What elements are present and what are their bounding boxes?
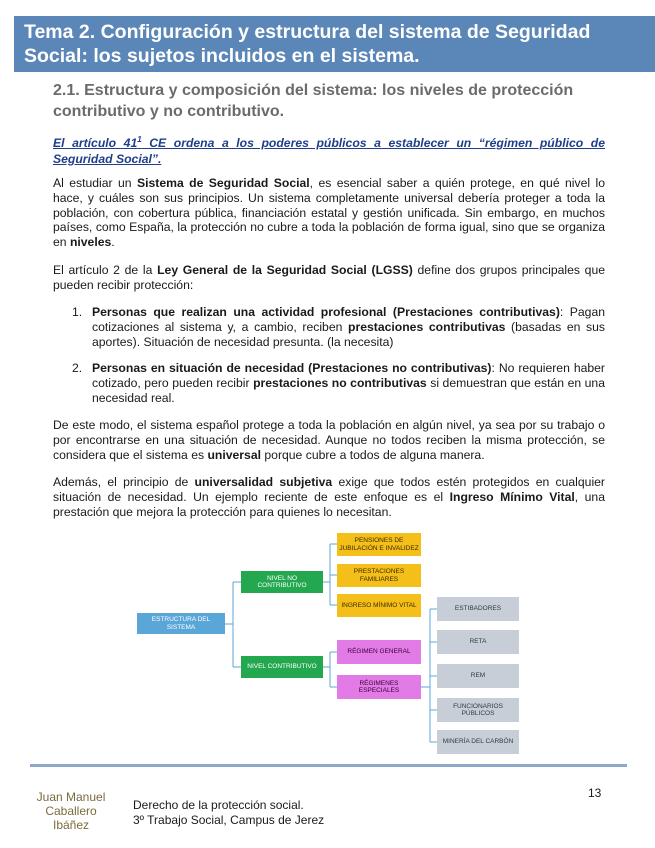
- family-benefits-node: PRESTACIONES FAMILIARES: [337, 564, 421, 587]
- p4-text: Además, el principio de: [53, 475, 195, 489]
- general-regime-node: RÉGIMEN GENERAL: [337, 640, 421, 664]
- p3-bold: universal: [207, 447, 261, 462]
- list-item-text: : Pagan cotizaciones al sistema y, a cambio, reciben: [92, 305, 605, 334]
- list-item-text: (basadas en sus aportes). Situación de necesidad presunta. (la necesita): [92, 319, 605, 349]
- list-item-heading: Personas en situación de necesidad (Prestaciones no contributivas): [92, 361, 492, 375]
- section-title: 2.1. Estructura y composición del sistema: los niveles de protección contributivo y no contributivo.: [53, 82, 574, 120]
- list-number: 1.: [72, 305, 83, 319]
- footer-course-line: Derecho de la protección social.: [133, 798, 304, 812]
- special-regime-item: MINERÍA DEL CARBÓN: [437, 730, 519, 754]
- p3-text: De este modo, el sistema español protege a toda la población en algún nivel, ya sea por su trabajo o por encontrarse en una situación de necesidad. Aunque no todos reciben la misma protección, se considera que el sistema es: [53, 418, 605, 462]
- paragraph-1: [53, 176, 605, 250]
- list-item-bold: prestaciones no contributivas: [253, 375, 427, 390]
- special-regime-item: RETA: [437, 630, 519, 654]
- intro-quote: [53, 132, 605, 167]
- special-regime-item: FUNCIONARIOS PÚBLICOS: [437, 698, 519, 722]
- list-item-heading: Personas que realizan una actividad profesional (Prestaciones contributivas): [92, 305, 560, 319]
- footnote-ref[interactable]: 1: [137, 135, 142, 144]
- list-number: 2.: [72, 361, 83, 375]
- intro-text-a: El artículo 41: [53, 136, 138, 151]
- paragraph-4: [53, 475, 605, 519]
- p2-text: define dos grupos principales que pueden recibir protección:: [53, 263, 606, 292]
- special-regimes-node: RÉGIMENES ESPECIALES: [337, 675, 421, 699]
- footer-course: [133, 798, 433, 828]
- p4-text: , una prestación que mejora la protección para quienes lo necesitan.: [53, 489, 605, 519]
- p4-text: exige que todos estén protegidos en cualquier situación de necesidad. Un ejemplo reciente de este enfoque es el: [53, 475, 605, 504]
- minimum-income-node: INGRESO MÍNIMO VITAL: [337, 594, 421, 617]
- header-title: Tema 2. Configuración y estructura del sistema de Seguridad Social: los sujetos incluidos en el sistema.: [24, 21, 591, 67]
- paragraph-3: [53, 418, 605, 462]
- p2-bold: Ley General de la Seguridad Social (LGSS): [157, 263, 413, 277]
- paragraph-2: [53, 263, 605, 293]
- p1-text: , es esencial saber a quién protege, en qué nivel lo hace, y cuáles son sus principios. Un sistema completamente universal debería proteger a toda la población, con cobertura pública, financiación estatal y gestión unificada. Sin embargo, en muchos países, como España, la protección no cubre a toda la población de forma igual, sino que se organiza en: [53, 176, 605, 250]
- list-item-text: : No requieren haber cotizado, pero pueden recibir: [92, 361, 605, 390]
- special-regime-item: ESTIBADORES: [437, 597, 519, 621]
- footer-divider: [30, 764, 627, 767]
- contributive-level-node: NIVEL CONTRIBUTIVO: [241, 656, 323, 678]
- list-item: [72, 305, 605, 349]
- footer-author: Juan Manuel Caballero Ibáñez: [36, 790, 106, 832]
- diagram-connectors: [0, 530, 655, 760]
- footer-course-line: 3º Trabajo Social, Campus de Jerez: [133, 813, 325, 827]
- p1-bold: Sistema de Seguridad Social: [136, 176, 310, 190]
- special-regime-item: REM: [437, 664, 519, 688]
- list-item: [72, 361, 605, 405]
- page-header: [14, 16, 655, 72]
- non-contributive-level-node: NIVEL NO CONTRIBUTIVO: [241, 571, 323, 593]
- p4-bold: universalidad subjetiva: [194, 475, 333, 489]
- p4-bold: Ingreso Mínimo Vital: [449, 489, 575, 504]
- pensions-node: PENSIONES DE JUBILACIÓN E INVALIDEZ: [337, 533, 421, 556]
- p1-bold: niveles: [69, 235, 112, 250]
- structure-diagram: [0, 530, 655, 760]
- p2-text: El artículo 2 de la: [53, 263, 158, 277]
- list-item-text: si demuestran que están en una necesidad real.: [92, 375, 605, 405]
- page-number: 13: [588, 786, 602, 800]
- root-node: ESTRUCTURA DEL SISTEMA: [137, 613, 225, 634]
- intro-text-b: CE ordena a los poderes públicos a establecer un “régimen público de Seguridad Social”.: [53, 136, 605, 166]
- p1-text: .: [111, 235, 115, 250]
- p1-text: Al estudiar un: [53, 176, 137, 190]
- p3-text: porque cubre a todos de alguna manera.: [261, 447, 485, 462]
- list-item-bold: prestaciones contributivas: [348, 319, 506, 334]
